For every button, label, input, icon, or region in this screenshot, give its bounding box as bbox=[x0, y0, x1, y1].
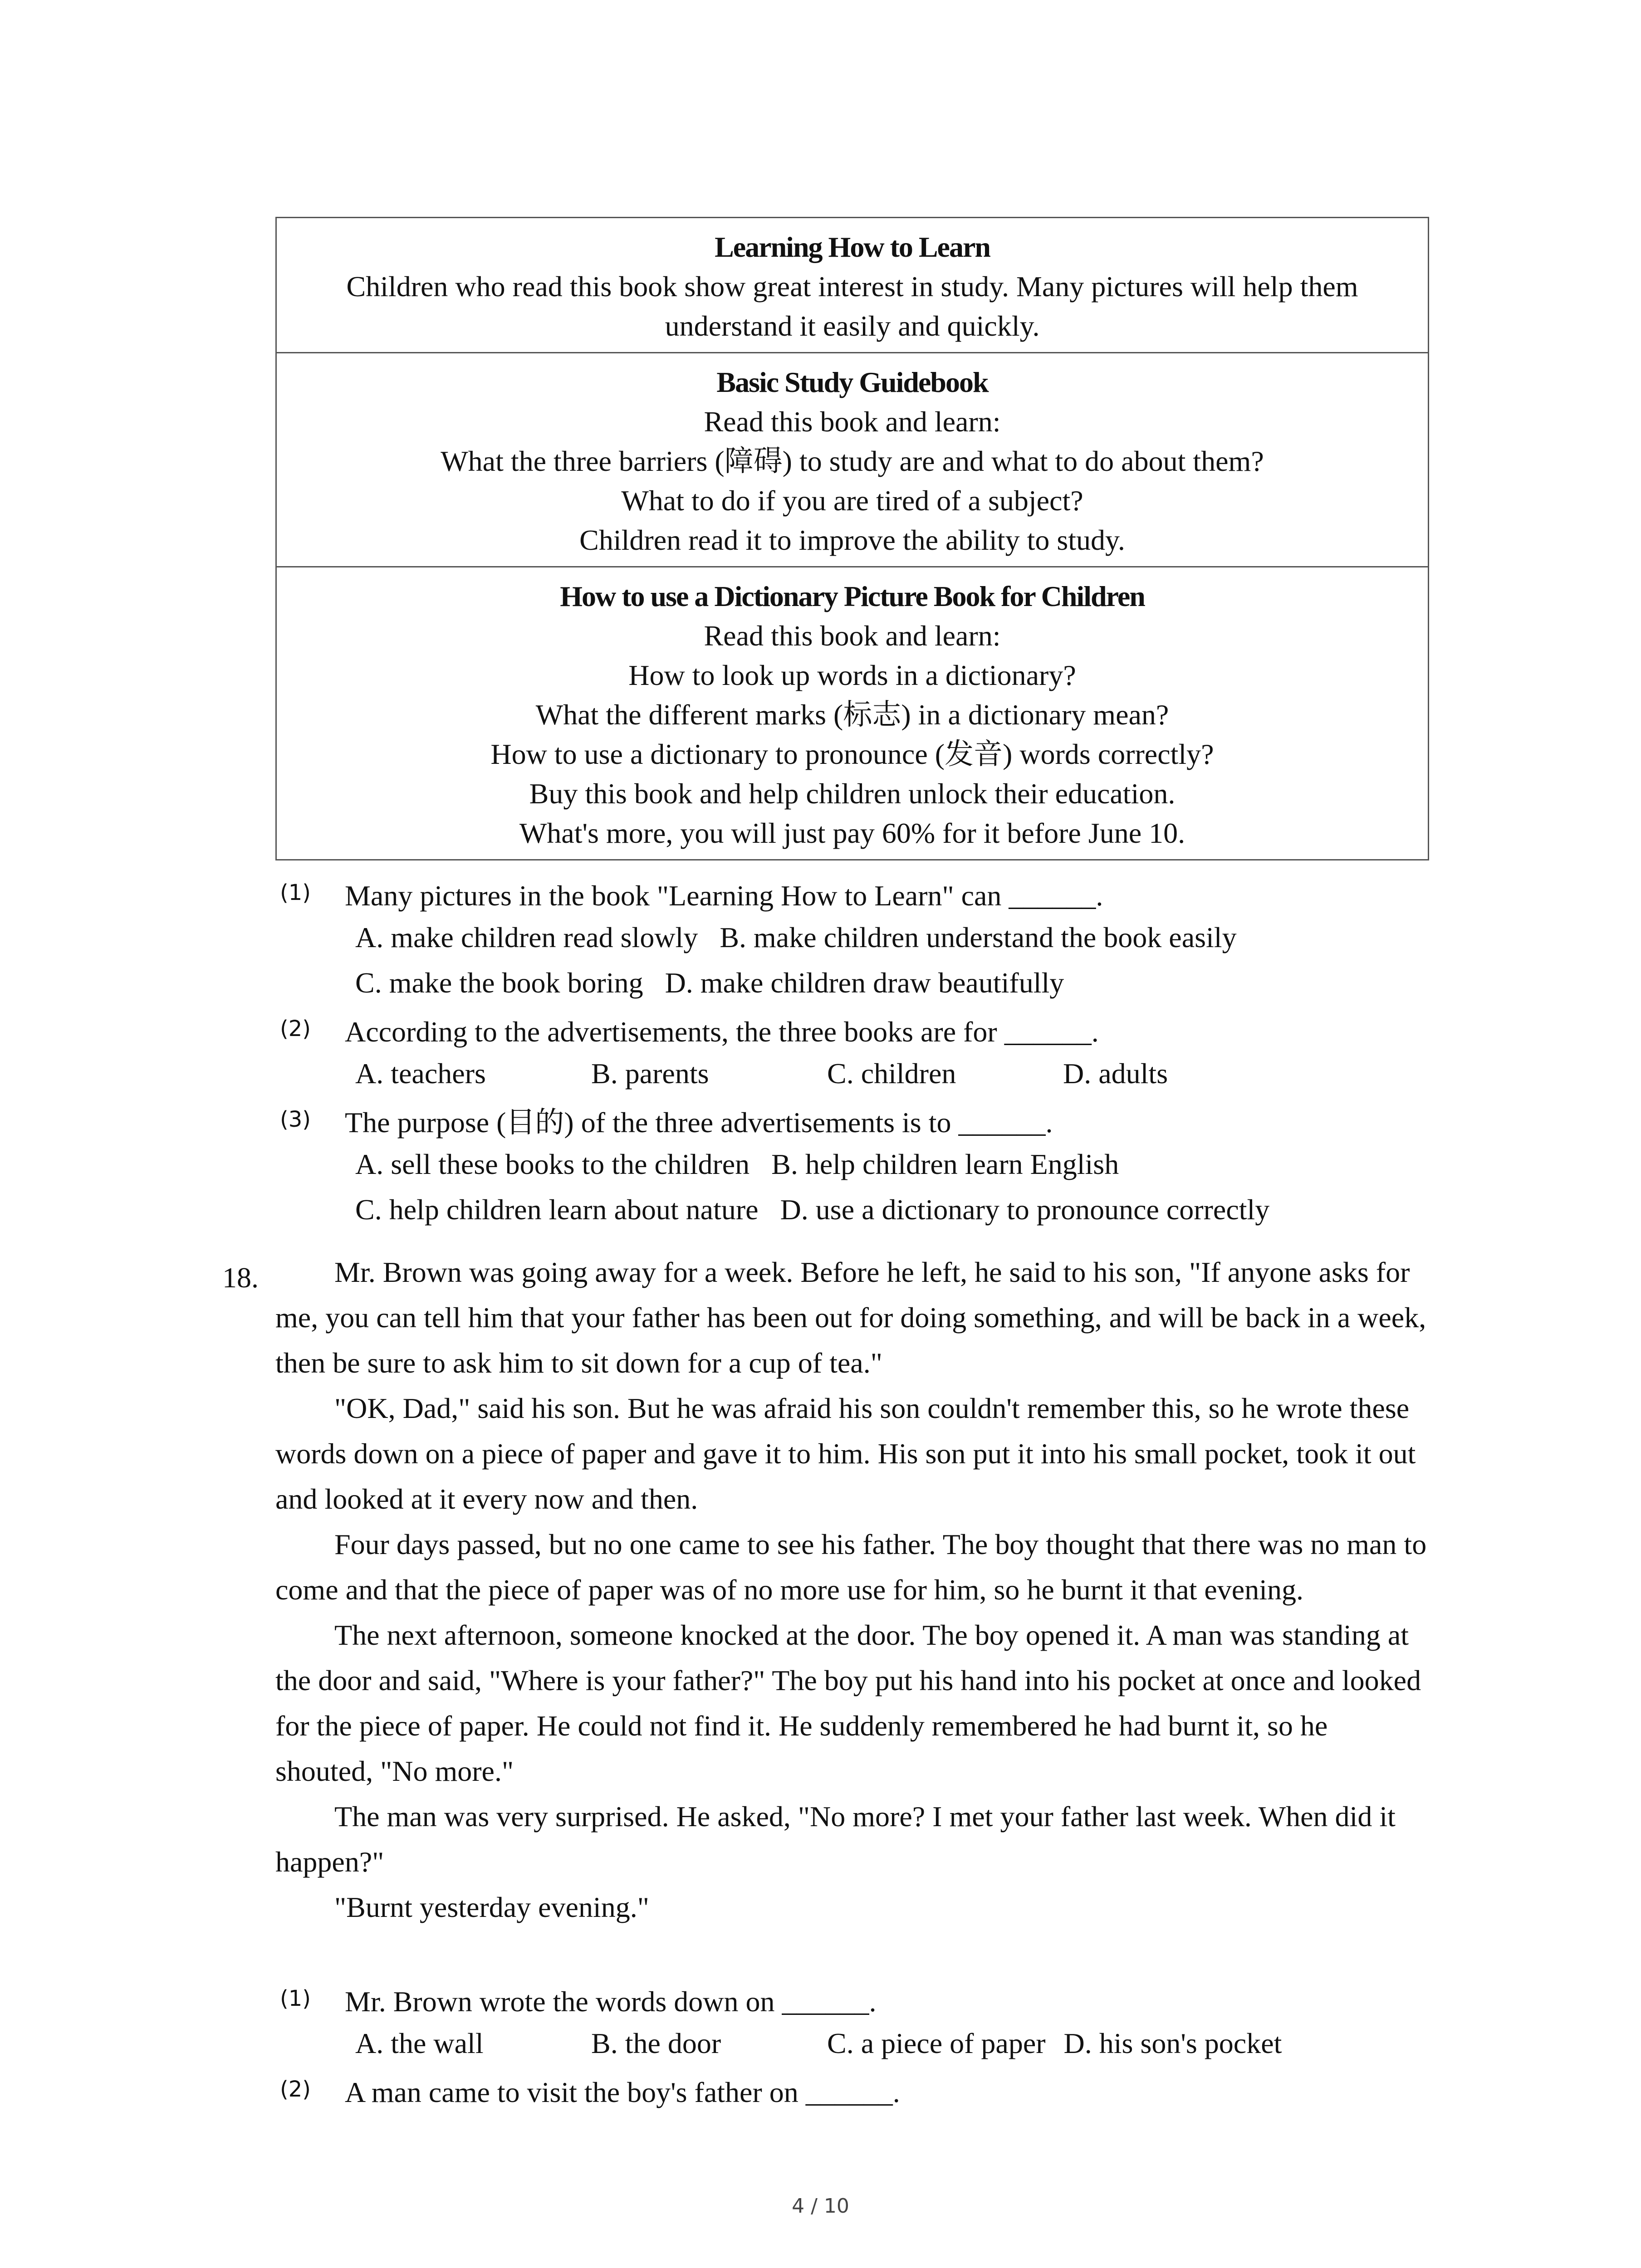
ad-line: Read this book and learn: bbox=[704, 406, 1001, 438]
options-row bbox=[355, 1193, 1269, 1227]
option-d[interactable]: D. make children draw beautifully bbox=[665, 967, 1064, 999]
options-row bbox=[355, 966, 1064, 1000]
options-row bbox=[355, 921, 1237, 954]
passage-paragraph: "Burnt yesterday evening." bbox=[334, 1891, 649, 1923]
question-number: (2) bbox=[280, 1016, 311, 1041]
options-row bbox=[355, 1148, 1119, 1181]
ad-line: How to use a dictionary to pronounce (发音) words correctly? bbox=[490, 738, 1214, 770]
passage-paragraph: The man was very surprised. He asked, "No more? I met your father last week. When did it happen?" bbox=[275, 1800, 1396, 1878]
ad-line: Children who read this book show great interest in study. Many pictures will help them bbox=[346, 270, 1358, 303]
ad-title: How to use a Dictionary Picture Book for Children bbox=[560, 580, 1145, 612]
ad-line: understand it easily and quickly. bbox=[665, 310, 1040, 342]
option-a[interactable]: A. make children read slowly bbox=[355, 921, 698, 953]
option-c[interactable]: C. children bbox=[827, 1057, 956, 1090]
option-b[interactable]: B. make children understand the book easily bbox=[720, 921, 1237, 953]
option-c[interactable]: C. help children learn about nature bbox=[355, 1193, 759, 1226]
ad-line: What's more, you will just pay 60% for it before June 10. bbox=[519, 817, 1185, 849]
ad-title: Learning How to Learn bbox=[715, 231, 990, 263]
option-d[interactable]: D. adults bbox=[1063, 1057, 1168, 1090]
ad-line: How to look up words in a dictionary? bbox=[628, 659, 1076, 691]
question-number: (2) bbox=[280, 2077, 311, 2102]
question-stem: The purpose (目的) of the three advertisements is to ______. bbox=[345, 1106, 1053, 1139]
ad-line: What the different marks (标志) in a dictionary mean? bbox=[535, 699, 1169, 731]
ad-learning-how-to-learn bbox=[277, 218, 1428, 352]
option-b[interactable]: B. help children learn English bbox=[771, 1148, 1119, 1180]
question-18-number: 18. bbox=[222, 1261, 259, 1294]
passage-paragraph: Four days passed, but no one came to see his father. The boy thought that there was no man to come and that the piece of paper was of no more use for him, so he burnt it that evening. bbox=[275, 1528, 1427, 1606]
question-stem: According to the advertisements, the three books are for ______. bbox=[345, 1016, 1099, 1048]
options-row bbox=[355, 1057, 1353, 1090]
advertisement-table bbox=[275, 217, 1429, 860]
page-number: 4 / 10 bbox=[792, 2195, 849, 2218]
question-stem: Many pictures in the book "Learning How to Learn" can ______. bbox=[345, 880, 1103, 912]
ad-line: Children read it to improve the ability to study. bbox=[579, 524, 1125, 556]
passage-paragraph: The next afternoon, someone knocked at the door. The boy opened it. A man was standing at the door and said, "Where is your father?" The boy put his hand into his pocket at once and looked for the piece of paper. He could not find it. He suddenly remembered he had burnt it, so he shouted, "No more." bbox=[275, 1619, 1421, 1787]
option-a[interactable]: A. teachers bbox=[355, 1057, 486, 1090]
ad-line: What the three barriers (障碍) to study are and what to do about them? bbox=[441, 445, 1264, 477]
option-c[interactable]: C. make the book boring bbox=[355, 967, 643, 999]
question-stem: Mr. Brown wrote the words down on ______. bbox=[345, 1985, 877, 2018]
reading-passage bbox=[275, 1250, 1430, 1930]
options-row bbox=[355, 2027, 1376, 2060]
passage-paragraph: Mr. Brown was going away for a week. Before he left, he said to his son, "If anyone asks for me, you can tell him that your father has been out for doing something, and will be back in a week, then be sure to ask him to sit down for a cup of tea." bbox=[275, 1256, 1426, 1379]
question-stem: A man came to visit the boy's father on ______. bbox=[345, 2076, 900, 2108]
ad-dictionary-picture-book bbox=[277, 566, 1428, 859]
option-d[interactable]: D. his son's pocket bbox=[1063, 2027, 1282, 2059]
option-d[interactable]: D. use a dictionary to pronounce correctly bbox=[780, 1193, 1270, 1226]
passage-paragraph: "OK, Dad," said his son. But he was afraid his son couldn't remember this, so he wrote these words down on a piece of paper and gave it to him. His son put it into his small pocket, took it out and looked at it every now and then. bbox=[275, 1392, 1416, 1515]
ad-line: Buy this book and help children unlock their education. bbox=[529, 777, 1176, 810]
option-a[interactable]: A. sell these books to the children bbox=[355, 1148, 750, 1180]
ad-basic-study-guidebook bbox=[277, 352, 1428, 566]
question-number: (1) bbox=[280, 880, 311, 905]
option-b[interactable]: B. the door bbox=[591, 2027, 721, 2059]
option-b[interactable]: B. parents bbox=[591, 1057, 709, 1090]
option-c[interactable]: C. a piece of paper bbox=[827, 2027, 1046, 2059]
option-a[interactable]: A. the wall bbox=[355, 2027, 484, 2059]
ad-line: What to do if you are tired of a subject? bbox=[621, 484, 1083, 517]
ad-title: Basic Study Guidebook bbox=[716, 366, 988, 398]
question-number: (3) bbox=[280, 1107, 311, 1132]
ad-line: Read this book and learn: bbox=[704, 620, 1001, 652]
question-number: (1) bbox=[280, 1986, 311, 2011]
